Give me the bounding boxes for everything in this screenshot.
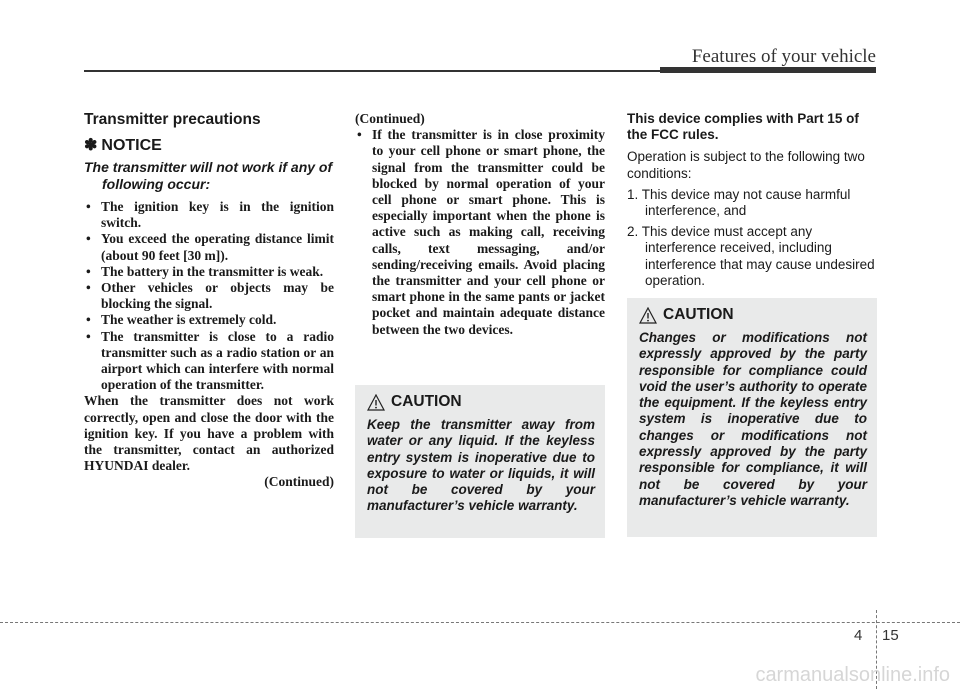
list-item: • The weather is extremely cold. <box>84 312 334 328</box>
column-1 <box>84 111 334 491</box>
notice-star-icon: ✽ <box>84 137 98 154</box>
continued-bullet-list <box>355 127 605 338</box>
caution-box-water <box>355 385 605 538</box>
caution-heading <box>639 306 877 324</box>
header-bar <box>660 67 876 73</box>
notice-title: NOTICE <box>101 137 162 154</box>
list-item: • Other vehicles or objects may be blocking the signal. <box>84 280 334 312</box>
watermark: carmanualsonline.info <box>755 664 950 686</box>
list-item: • The battery in the transmitter is weak. <box>84 264 334 280</box>
caution-text: Changes or modifications not expressly approved by the party responsible for compliance could void the user’s authority to operate the equipment. If the keyless entry system is inoperative due to changes or modifications not expressly approved by the party responsible for compliance, it will not be covered by your manufacturer’s vehicle warranty. <box>639 330 867 508</box>
list-item: • The transmitter is close to a radio transmitter such as a radio station or an airport which can interfere with normal operation of the transmitter. <box>84 329 334 394</box>
list-item: 1. This device may not cause harmful interference, and <box>627 186 851 219</box>
fcc-compliance-statement: This device complies with Part 15 of the FCC rules. <box>627 111 859 143</box>
caution-box-modifications <box>627 298 877 537</box>
page-number: 15 <box>882 627 899 644</box>
column-3 <box>627 111 877 294</box>
warning-triangle-icon <box>367 394 385 411</box>
header-rule <box>84 70 660 72</box>
footer-divider <box>0 622 960 623</box>
fcc-conditions-list <box>627 187 877 289</box>
caution-title: CAUTION <box>391 393 462 410</box>
continued-label: (Continued) <box>264 474 334 490</box>
notice-heading <box>84 135 334 155</box>
caution-title: CAUTION <box>663 306 734 323</box>
chapter-number: 4 <box>854 627 863 644</box>
list-item: • The ignition key is in the ignition switch. <box>84 199 334 231</box>
notice-bullet-list <box>84 199 334 393</box>
dealer-paragraph: When the transmitter does not work correctly, open and close the door with the ignition key. If you have a problem with the transmitter, contact an authorized HYUNDAI dealer. <box>84 393 334 474</box>
warning-triangle-icon <box>639 307 657 324</box>
caution-text: Keep the transmitter away from water or any liquid. If the keyless entry system is inoperative due to exposure to water or liquids, it will not be covered by your manufacturer’s vehicle warranty. <box>367 417 595 514</box>
continued-label: (Continued) <box>355 111 425 126</box>
section-title: Transmitter precautions <box>84 111 261 128</box>
fcc-intro: Operation is subject to the following two conditions: <box>627 149 865 181</box>
list-item: • You exceed the operating distance limit (about 90 feet [30 m]). <box>84 231 334 263</box>
caution-heading <box>367 393 605 411</box>
list-item: 2. This device must accept any interference received, including interference that may cause undesired operation. <box>627 224 875 288</box>
list-item: • If the transmitter is in close proximity to your cell phone or smart phone, the signal from the transmitter could be blocked by normal operation of your cell phone or smart phone. This is especially important when the phone is active such as making call, receiving calls, text messaging, and/or sending/receiving emails. Avoid placing the transmitter and your cell phone or smart phone in the same pants or jacket pocket and maintain adequate distance between the two devices. <box>355 127 605 338</box>
column-2 <box>355 111 605 338</box>
page-header-title: Features of your vehicle <box>691 46 876 67</box>
notice-intro: The transmitter will not work if any of following occur: <box>84 159 333 192</box>
